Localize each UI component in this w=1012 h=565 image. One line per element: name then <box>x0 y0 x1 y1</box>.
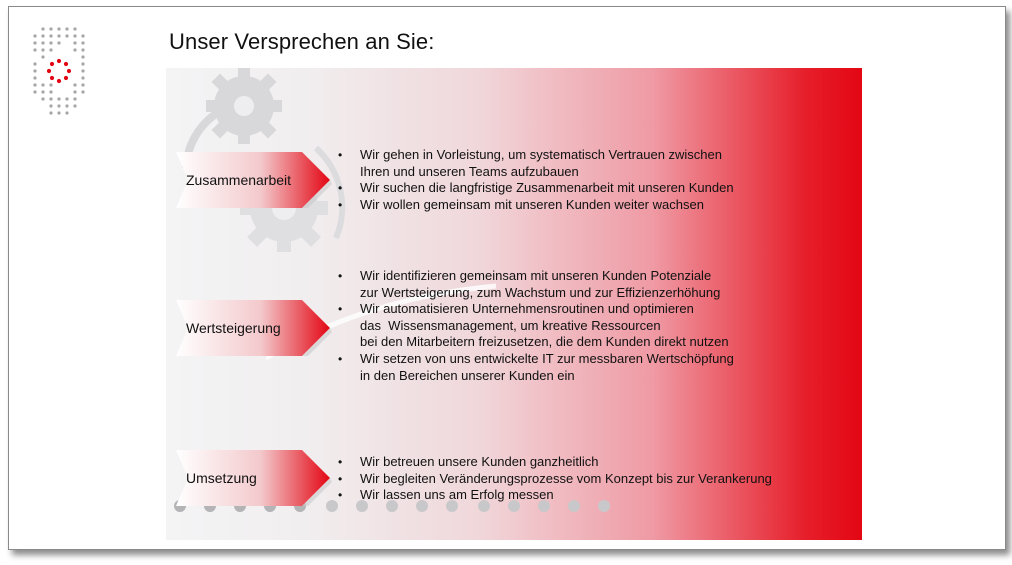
list-item: • Wir betreuen unsere Kunden ganzheitlich <box>338 454 599 469</box>
bullet-list-umsetzung <box>338 454 772 504</box>
section-arrow-umsetzung <box>176 450 332 506</box>
list-item: • Wir begleiten Veränderungsprozesse vom Konzept bis zur Verankerung <box>338 470 772 486</box>
bullet-list-wertsteigerung <box>338 268 734 384</box>
list-item: • Wir identifizieren gemeinsam mit unseren Kunden Potenziale zur Wertsteigerung, zum Wachstum und zur Effizienzerhöhung <box>338 268 721 300</box>
dotted-logo-icon <box>29 25 89 125</box>
list-item: • Wir wollen gemeinsam mit unseren Kunden weiter wachsen <box>338 196 704 212</box>
list-item: • Wir lassen uns am Erfolg messen <box>338 487 554 503</box>
section-label: Zusammenarbeit <box>186 172 292 188</box>
list-item: • Wir suchen die langfristige Zusammenarbeit mit unseren Kunden <box>338 180 734 196</box>
section-label: Umsetzung <box>186 470 257 486</box>
section-arrow-zusammenarbeit <box>176 152 332 208</box>
list-item: • Wir automatisieren Unternehmensroutinen und optimieren das Wissensmanagement, um kreative Ressourcen bei den Mitarbeitern freizusetzen, die dem Kunden direkt nutzen <box>338 301 729 350</box>
section-arrow-wertsteigerung <box>176 300 332 356</box>
section-label: Wertsteigerung <box>186 320 281 336</box>
page-title: Unser Versprechen an Sie: <box>169 29 435 54</box>
list-item: • Wir setzen von uns entwickelte IT zur messbaren Wertschöpfung in den Bereichen unserer Kunden ein <box>338 350 734 383</box>
bullet-list-zusammenarbeit <box>338 147 734 213</box>
list-item: • Wir gehen in Vorleistung, um systematisch Vertrauen zwischen Ihren und unseren Teams aufzubauen <box>338 147 723 179</box>
